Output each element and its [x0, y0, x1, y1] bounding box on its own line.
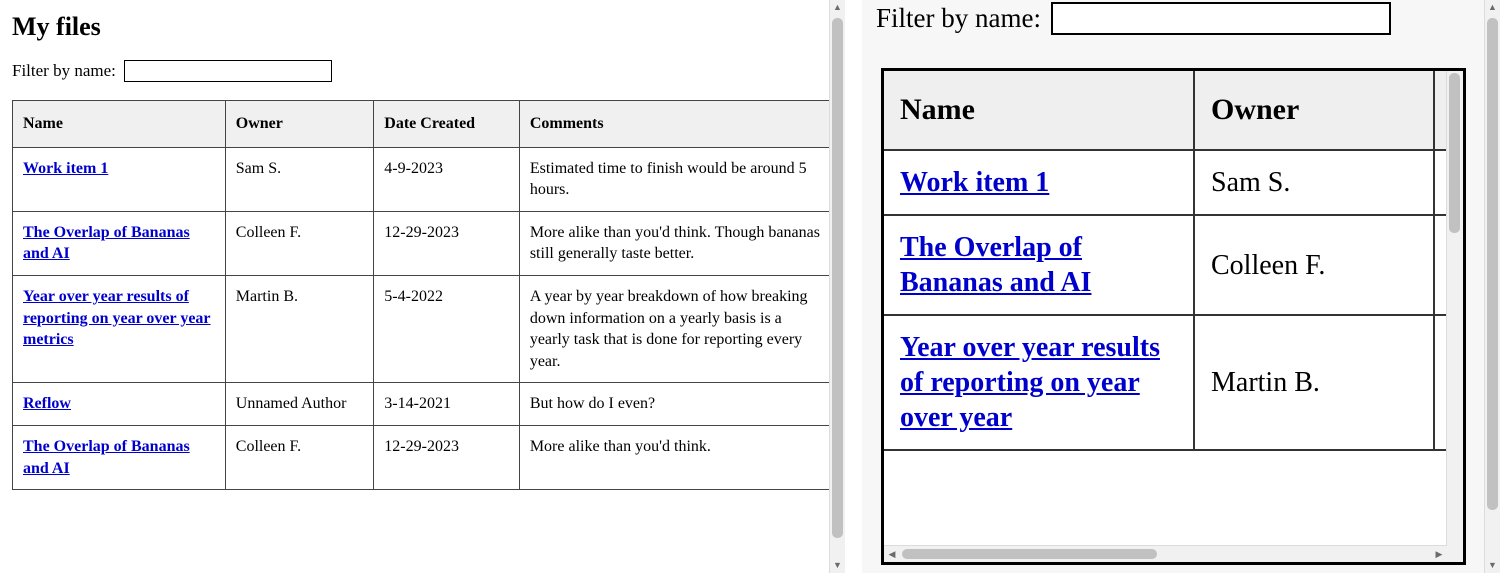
table-row: [884, 150, 1466, 215]
cell-comments: A year by year breakdown of how breaking down information on a yearly basis is a yearly task that is done for reporting every year.: [519, 275, 831, 382]
zoom-vertical-scrollbar-thumb[interactable]: [1449, 73, 1460, 233]
file-link[interactable]: Year over year results of reporting on year over year: [900, 332, 1160, 433]
zoomed-table-head: [884, 71, 1466, 150]
file-link[interactable]: Work item 1: [900, 167, 1050, 198]
page-title: My files: [12, 12, 101, 41]
cell-name: [884, 150, 1194, 215]
zoom-column-header-name[interactable]: Name: [884, 71, 1194, 150]
zoom-horizontal-scrollbar-thumb[interactable]: [902, 549, 1157, 559]
scroll-up-icon[interactable]: ▲: [830, 0, 845, 15]
file-link[interactable]: Reflow: [23, 395, 71, 413]
table-row: [13, 147, 832, 211]
file-link[interactable]: The Overlap of Bananas and AI: [900, 232, 1092, 298]
zoom-vertical-scrollbar[interactable]: [1446, 71, 1463, 550]
cell-name: [13, 383, 226, 426]
table-row: [13, 383, 832, 426]
cell-name: [884, 215, 1194, 315]
column-header-name[interactable]: Name: [13, 101, 226, 148]
left-pane-vertical-scrollbar[interactable]: [829, 0, 845, 573]
left-scrollbar-thumb[interactable]: [832, 18, 843, 538]
zoom-filter-by-name-input[interactable]: [1051, 2, 1391, 35]
cell-comments: More alike than you'd think. Though bananas still generally taste better.: [519, 211, 831, 275]
column-header-comments[interactable]: Comments: [519, 101, 831, 148]
filter-by-name-label: Filter by name:: [12, 61, 116, 80]
cell-owner: Colleen F.: [225, 425, 374, 489]
table-row: [13, 425, 832, 489]
zoomed-table-viewport: [881, 68, 1466, 565]
cell-comments: More alike than you'd think.: [519, 425, 831, 489]
cell-owner: Martin B.: [225, 275, 374, 382]
cell-owner: Colleen F.: [1194, 215, 1434, 315]
files-table-head: [13, 101, 832, 148]
zoomed-files-table: [884, 71, 1466, 451]
cell-name: [13, 147, 226, 211]
zoom-column-header-owner[interactable]: Owner: [1194, 71, 1434, 150]
filter-by-name-row: [12, 60, 835, 82]
scroll-up-icon[interactable]: ▲: [1485, 0, 1500, 15]
scroll-right-icon[interactable]: ▶: [1435, 549, 1443, 559]
table-row: [884, 315, 1466, 450]
zoom-horizontal-scrollbar[interactable]: [884, 545, 1447, 562]
cell-comments: Estimated time to finish would be around 5 hours.: [519, 147, 831, 211]
zoomed-table-body: [884, 150, 1466, 450]
file-link[interactable]: Year over year results of reporting on year over year metrics: [23, 287, 211, 349]
files-table-body: [13, 147, 832, 490]
cell-owner: Colleen F.: [225, 211, 374, 275]
files-table: [12, 100, 832, 490]
cell-date: 12-29-2023: [374, 211, 520, 275]
cell-comments: But how do I even?: [519, 383, 831, 426]
cell-date: 3-14-2021: [374, 383, 520, 426]
right-pane-vertical-scrollbar[interactable]: [1484, 0, 1500, 573]
cell-owner: Sam S.: [225, 147, 374, 211]
cell-name: [13, 275, 226, 382]
zoom-filter-by-name-label: Filter by name:: [876, 2, 1041, 33]
cell-name: [13, 211, 226, 275]
cell-name: [884, 315, 1194, 450]
scroll-left-icon[interactable]: ◀: [888, 549, 896, 559]
table-row: [13, 275, 832, 382]
cell-owner: Martin B.: [1194, 315, 1434, 450]
filter-by-name-input[interactable]: [124, 60, 332, 82]
scroll-down-icon[interactable]: ▼: [1485, 558, 1500, 573]
file-link[interactable]: The Overlap of Bananas and AI: [23, 437, 190, 477]
file-link[interactable]: The Overlap of Bananas and AI: [23, 223, 190, 263]
table-row: [884, 215, 1466, 315]
scrollbar-corner: [1447, 546, 1463, 562]
column-header-date-created[interactable]: Date Created: [374, 101, 520, 148]
scroll-down-icon[interactable]: ▼: [830, 558, 845, 573]
table-row: [13, 211, 832, 275]
table-header-row: [13, 101, 832, 148]
zoomed-header-row: [884, 71, 1466, 150]
zoom-filter-by-name-row: [876, 0, 1486, 40]
cell-date: 4-9-2023: [374, 147, 520, 211]
cell-name: [13, 425, 226, 489]
right-scrollbar-thumb[interactable]: [1487, 18, 1498, 510]
cell-owner: Sam S.: [1194, 150, 1434, 215]
cell-owner: Unnamed Author: [225, 383, 374, 426]
column-header-owner[interactable]: Owner: [225, 101, 374, 148]
cell-date: 12-29-2023: [374, 425, 520, 489]
file-link[interactable]: Work item 1: [23, 159, 109, 177]
cell-date: 5-4-2022: [374, 275, 520, 382]
